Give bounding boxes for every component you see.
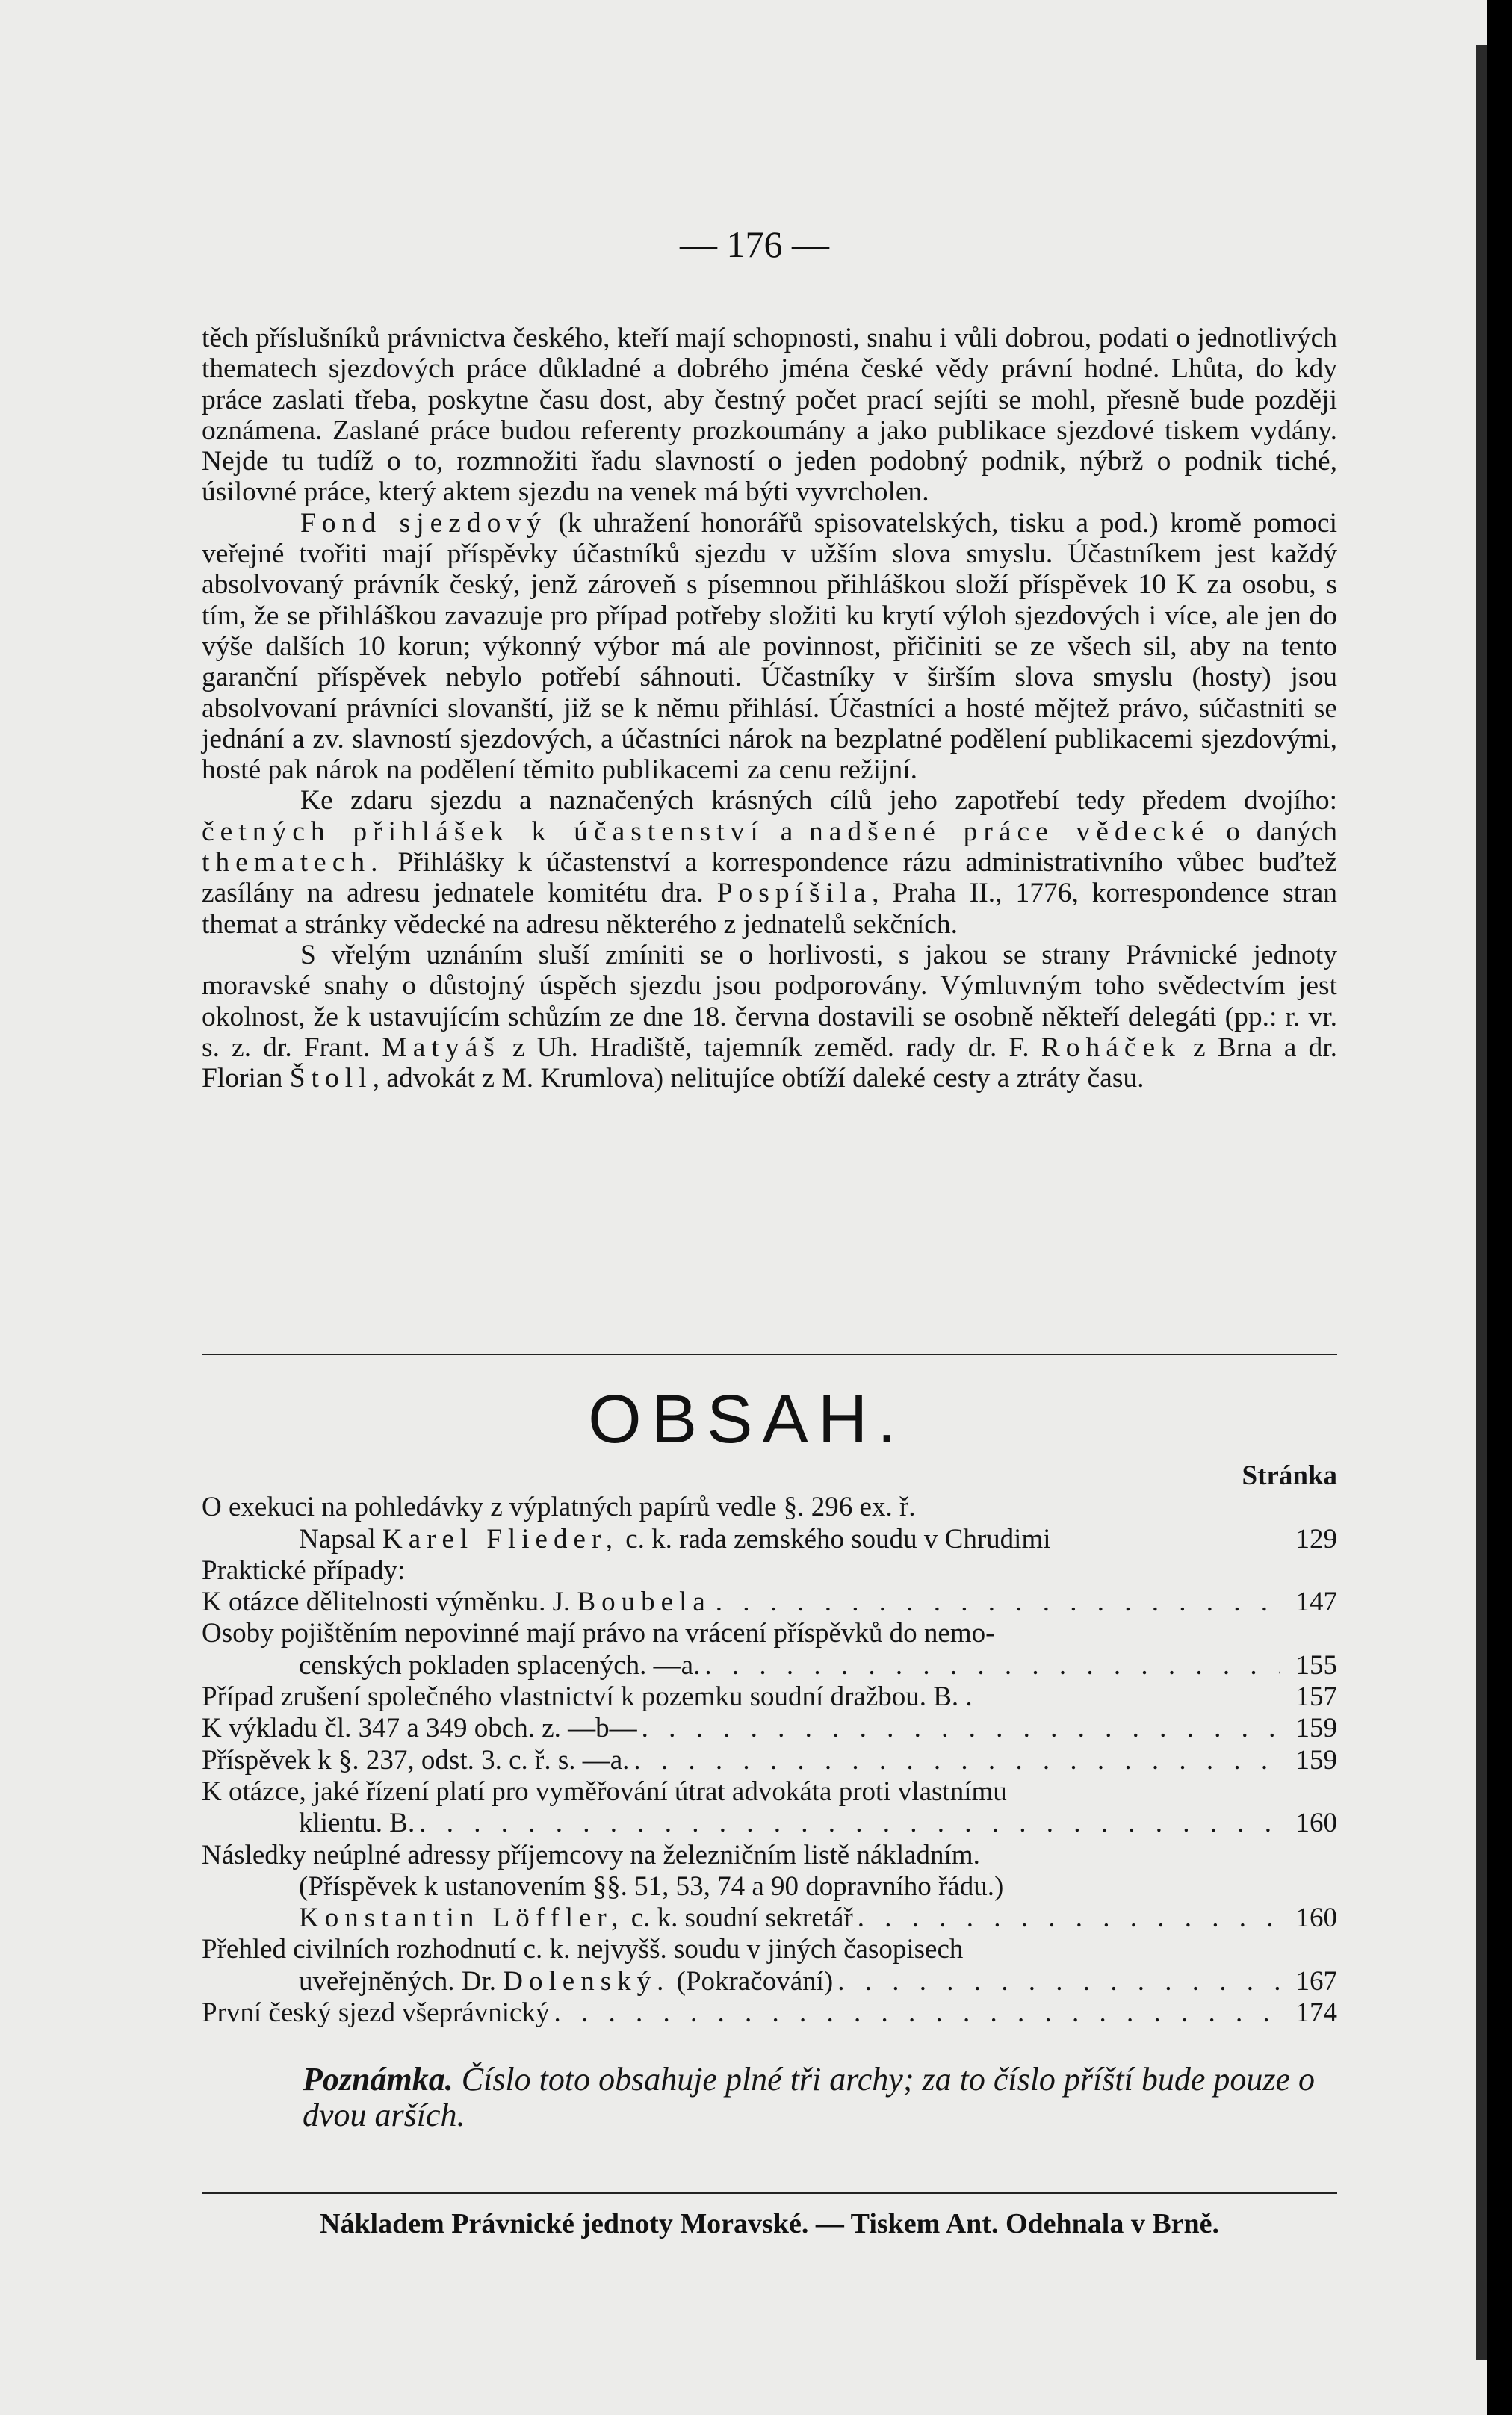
toc-page-number: 160 — [1295, 1903, 1337, 1934]
paragraph-3-text-c: a — [763, 816, 810, 847]
toc-page-number: 159 — [1295, 1744, 1337, 1776]
paragraph-4 — [202, 940, 1337, 1094]
dot-leader — [642, 1713, 1280, 1744]
toc-entry — [202, 1934, 1337, 1997]
spaced-name: Štoll — [289, 1063, 373, 1094]
toc-entry-title: K výkladu čl. 347 a 349 obch. z. —b— — [202, 1713, 637, 1744]
paragraph-4-text-g: , advokát z M. Krumlova) nelitujíce obtíží daleké cesty a ztráty času. — [372, 1063, 1144, 1094]
paragraph-4-text-e: z Brna a dr. Florian — [202, 1032, 1337, 1094]
toc-page-number: 129 — [1295, 1523, 1337, 1554]
toc-entry-subtitle: (Příspěvek k ustanovením §§. 51, 53, 74 a 90 dopravního řádu.) — [299, 1870, 1004, 1902]
toc-entry-title: Příspěvek k §. 237, odst. 3. c. ř. s. —a. — [202, 1744, 630, 1776]
paragraph-1: těch příslušníků právnictva českého, kteří mají schopnosti, snahu i vůli dobrou, podati o jednotlivých thematech sjezdových práce důkladné a dobrého jména české vědy právní hodné. Lhůta, do kdy práce zaslati třeba, poskytne času dost, aby čestný počet prací sejíti se mohl, přesně bude později oznámena. Zaslané práce budou referenty prozkoumány a jako publikace sjezdové tiskem vydány. Nejde tu tudíž o to, rozmnožiti řadu slavností o jeden podobný podnik, nýbrž o podnik tiché, úsilovné práce, který aktem sjezdu na venek má býti vyvrcholen. — [202, 323, 1337, 508]
toc-author-prefix: Napsal — [299, 1523, 382, 1554]
toc-entry-title-cont: cenských pokladen splacených. —a. — [299, 1649, 701, 1681]
article-body — [202, 323, 1337, 1094]
toc-entry-title: Přehled civilních rozhodnutí c. k. nejvyšš. soudu v jiných časopisech — [202, 1934, 964, 1965]
toc-entry-title: Případ zrušení společného vlastnictví k pozemku soudní dražbou. B. . — [202, 1681, 973, 1713]
toc-page-number: 157 — [1295, 1681, 1337, 1713]
spaced-name: Pospíšila — [716, 878, 873, 909]
spaced-name: Roháček — [1041, 1032, 1181, 1063]
toc-entry-title: K otázce dělitelnosti výměnku. J. — [202, 1587, 577, 1618]
page-column-label: Stránka — [1242, 1460, 1337, 1491]
paragraph-2-text: (k uhražení honorářů spisovatelských, tisku a pod.) kromě pomoci veřejné tvořiti mají příspěvky účastníků sjezdu v užším slova smyslu. Účastníkem jest každý absolvovaný právník český, jenž zároveň s písemnou přihláškou složí příspěvek 10 K za osobu, s tím, že se přihláškou zavazuje pro případ potřeby složiti ku krytí výloh sjezdových i více, ale jen do výše dalších 10 korun; výkonný výbor má ale povinnost, přičiniti se ze všech sil, aby na tento garanční příspěvek nebylo potřebí sáhnouti. Účastníky v širším slova smyslu (hosty) jsou absolvovaní právníci slovanští, již se k němu přihlásí. Účastníci a hosté mějtež právo, súčastniti se jednání a zv. slavností sjezdových, a účastníci nárok na bezplatné podělení publikacemi sjezdovými, hosté pak nárok na podělení těmito publikacemi za cenu režijní. — [202, 507, 1337, 786]
dot-leader — [704, 1650, 1280, 1681]
toc-page-number: 174 — [1295, 1997, 1337, 2029]
toc-entry — [202, 1745, 1337, 1776]
dot-leader — [633, 1745, 1280, 1776]
toc-entry-title: K otázce, jaké řízení platí pro vyměřování útrat advokáta proti vlastnímu — [202, 1776, 1007, 1807]
paragraph-2 — [202, 508, 1337, 786]
note-text: Číslo toto obsahuje plné tři archy; za to číslo příští bude pouze o dvou arších. — [303, 2061, 1316, 2133]
toc-page-number: 159 — [1295, 1713, 1337, 1744]
toc-entry-suffix: (Pokračování) — [669, 1965, 834, 1997]
paragraph-4-text-c: z Uh. Hradiště, tajemník zeměd. rady dr. F. — [500, 1032, 1041, 1063]
spaced-term: thematech. — [202, 847, 384, 878]
dot-leader — [716, 1587, 1280, 1618]
toc-author: Konstantin Löffler, — [299, 1903, 625, 1934]
toc-author: Dolenský. — [503, 1965, 670, 1997]
toc-page-number: 167 — [1295, 1965, 1337, 1997]
toc-entry — [202, 1997, 1337, 2029]
toc-entry — [202, 1587, 1337, 1618]
paragraph-3-text-i: , Praha II., 1776, korrespondence stran themat a stránky vědecké na adresu některého z jednatelů sekčních. — [202, 878, 1337, 940]
dot-leader — [858, 1903, 1280, 1934]
toc-entry-title-cont: uveřejněných. Dr. — [299, 1965, 504, 1997]
note-label: Poznámka. — [303, 2061, 453, 2098]
contents-heading: OBSAH. — [588, 1381, 906, 1457]
spaced-term: četných přihlášek k účastenství — [202, 816, 764, 847]
divider — [202, 2192, 1337, 2194]
toc-entry — [202, 1681, 1337, 1713]
spaced-name: Matyáš — [382, 1032, 501, 1063]
paragraph-3-text-g: Přihlášky k účastenství a korrespondence rázu administrativního vůbec buďtež zasílány na adresu jednatele komitétu dra. — [202, 847, 1337, 909]
toc-page-number: 147 — [1295, 1587, 1337, 1618]
paragraph-3 — [202, 785, 1337, 939]
table-of-contents — [202, 1460, 1337, 2029]
toc-entry-title: Osoby pojištěním nepovinné mají právo na vrácení příspěvků do nemo- — [202, 1618, 995, 1649]
toc-author-suffix: c. k. rada zemského soudu v Chrudimi — [619, 1523, 1051, 1554]
paragraph-4-text-a: S vřelým uznáním sluší zmíniti se o horlivosti, s jakou se strany Právnické jednoty moravské snahy o důstojný úspěch sjezdu jsou podporovány. Výmluvným toho svědectvím jest okolnost, že k ustavujícím schůzím ze dne 18. června dostavili se osobně někteří delegáti (pp.: r. vr. s. z. dr. Frant. — [202, 939, 1337, 1063]
spaced-term: Fond sjezdový — [300, 507, 547, 539]
toc-entry-title: První český sjezd všeprávnický — [202, 1997, 550, 2029]
toc-entry-title: Následky neúplné adressy příjemcovy na železničním listě nákladním. — [202, 1839, 980, 1870]
toc-section-label: Praktické případy: — [202, 1554, 406, 1586]
toc-page-number: 160 — [1295, 1808, 1337, 1839]
editorial-note — [303, 2062, 1337, 2133]
paragraph-3-text-a: Ke zdaru sjezdu a naznačených krásných cílů jeho zapotřebí tedy předem dvojího: — [300, 785, 1337, 816]
toc-entry-title-cont: klientu. B. — [299, 1808, 415, 1839]
page-number: — 176 — — [680, 223, 829, 265]
toc-page-number: 155 — [1295, 1649, 1337, 1681]
toc-author: Boubela — [577, 1587, 711, 1618]
toc-entry — [202, 1618, 1337, 1681]
toc-entry — [202, 1840, 1337, 1935]
toc-entry-title: O exekuci na pohledávky z výplatných papírů vedle §. 296 ex. ř. — [202, 1492, 916, 1523]
paragraph-3-text-e: o daných — [1209, 816, 1337, 847]
divider — [202, 1354, 1337, 1355]
toc-entry — [202, 1713, 1337, 1744]
toc-author-suffix: c. k. soudní sekretář — [624, 1903, 853, 1934]
toc-entry — [202, 1776, 1337, 1840]
dot-leader — [837, 1966, 1280, 1997]
toc-entry — [202, 1492, 1337, 1555]
toc-author: Karel Flieder, — [382, 1523, 619, 1554]
spaced-term: nadšené práce vědecké — [809, 816, 1210, 847]
dot-leader — [554, 1997, 1280, 2029]
dot-leader — [419, 1808, 1280, 1839]
publisher-imprint: Nákladem Právnické jednoty Moravské. — Tiskem Ant. Odehnala v Brně. — [319, 2208, 1220, 2239]
